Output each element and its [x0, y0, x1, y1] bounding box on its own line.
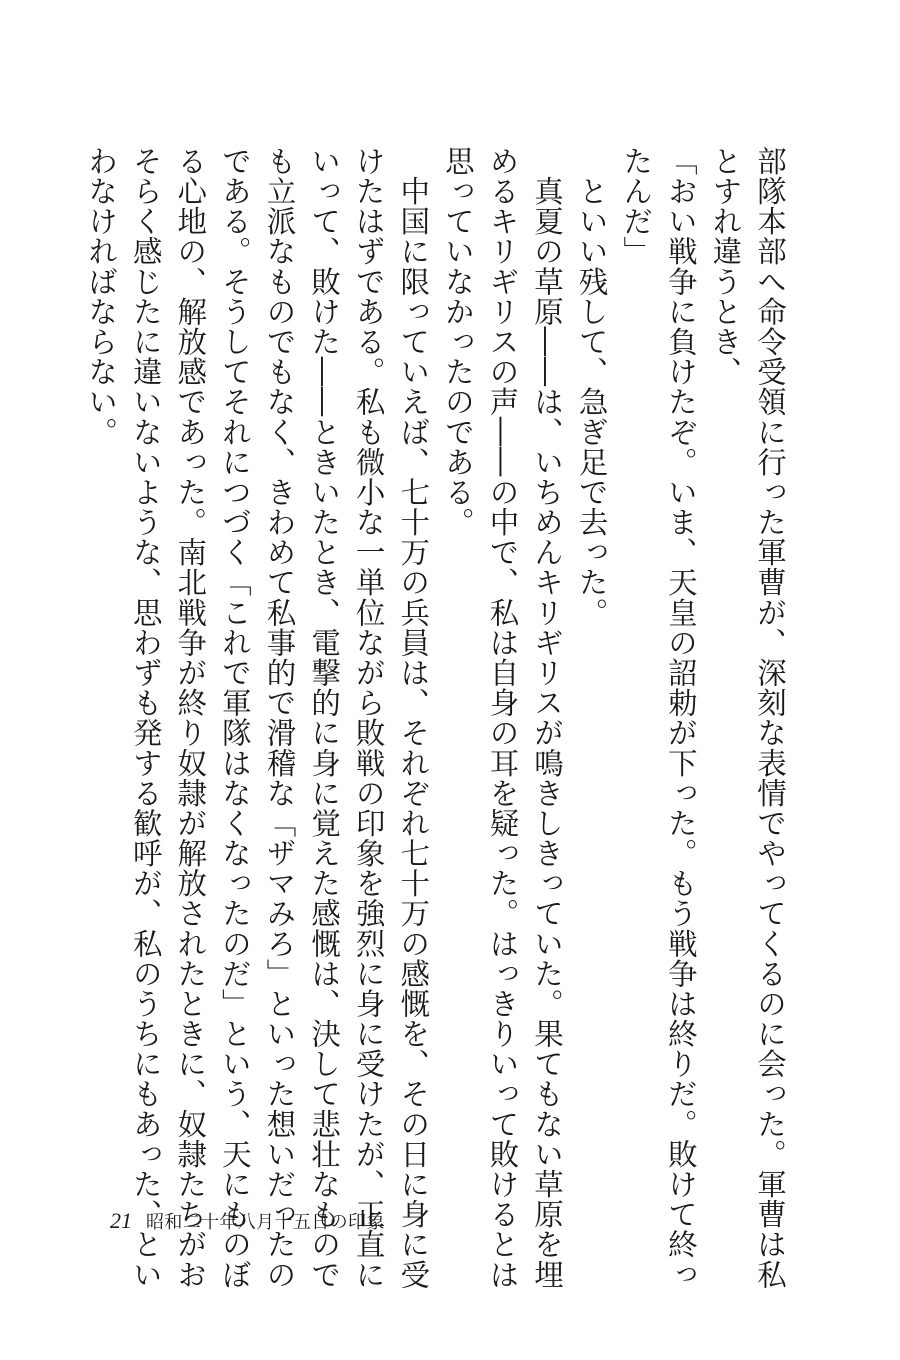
page-footer [110, 1208, 385, 1238]
text-line: る心地の、解放感であった。南北戦争が終り奴隷が解放されたときに、奴隷たちがお [173, 146, 208, 1290]
text-line: そらく感じたに違いないような、思わずも発する歓呼が、私のうちにもあった、とい [128, 146, 163, 1290]
text-line: 真夏の草原――は、いちめんキリギリスが鳴きしきっていた。果てもない草原を埋 [530, 146, 565, 1290]
text-line: めるキリギリスの声――の中で、私は自身の耳を疑った。はっきりいって敗けるとは [485, 146, 520, 1290]
text-line: いって、敗けた――ときいたとき、電撃的に身に覚えた感慨は、決して悲壮なもので [307, 146, 342, 1290]
text-line: である。そうしてそれにつづく「これで軍隊はなくなったのだ」という、天にものぼ [217, 146, 252, 1290]
text-line: けたはずである。私も微小な一単位ながら敗戦の印象を強烈に身に受けたが、正直に [351, 146, 386, 1290]
text-line: 部隊本部へ命令受領に行った軍曹が、深刻な表情でやってくるのに会った。軍曹は私 [753, 146, 787, 1290]
text-line: も立派なものでもなく、きわめて私事的で滑稽な「ザマみろ」といった想いだったの [262, 146, 297, 1290]
text-line: 中国に限っていえば、七十万の兵員は、それぞれ七十万の感慨を、その日に身に受 [396, 146, 431, 1290]
page-number: 21 [110, 1208, 132, 1233]
text-line: たんだ」 [619, 146, 654, 267]
text-line: といい残して、急ぎ足で去った。 [574, 146, 609, 628]
text-line: とすれ違うとき、 [708, 146, 743, 387]
text-line: わなければならない。 [84, 146, 119, 447]
text-line: 「おい戦争に負けたぞ。いま、天皇の詔勅が下った。もう戦争は終りだ。敗けて終っ [663, 146, 698, 1290]
text-line: 思っていなかったのである。 [440, 146, 475, 538]
running-head: 昭和二十年八月十五日の印象 [146, 1212, 385, 1233]
